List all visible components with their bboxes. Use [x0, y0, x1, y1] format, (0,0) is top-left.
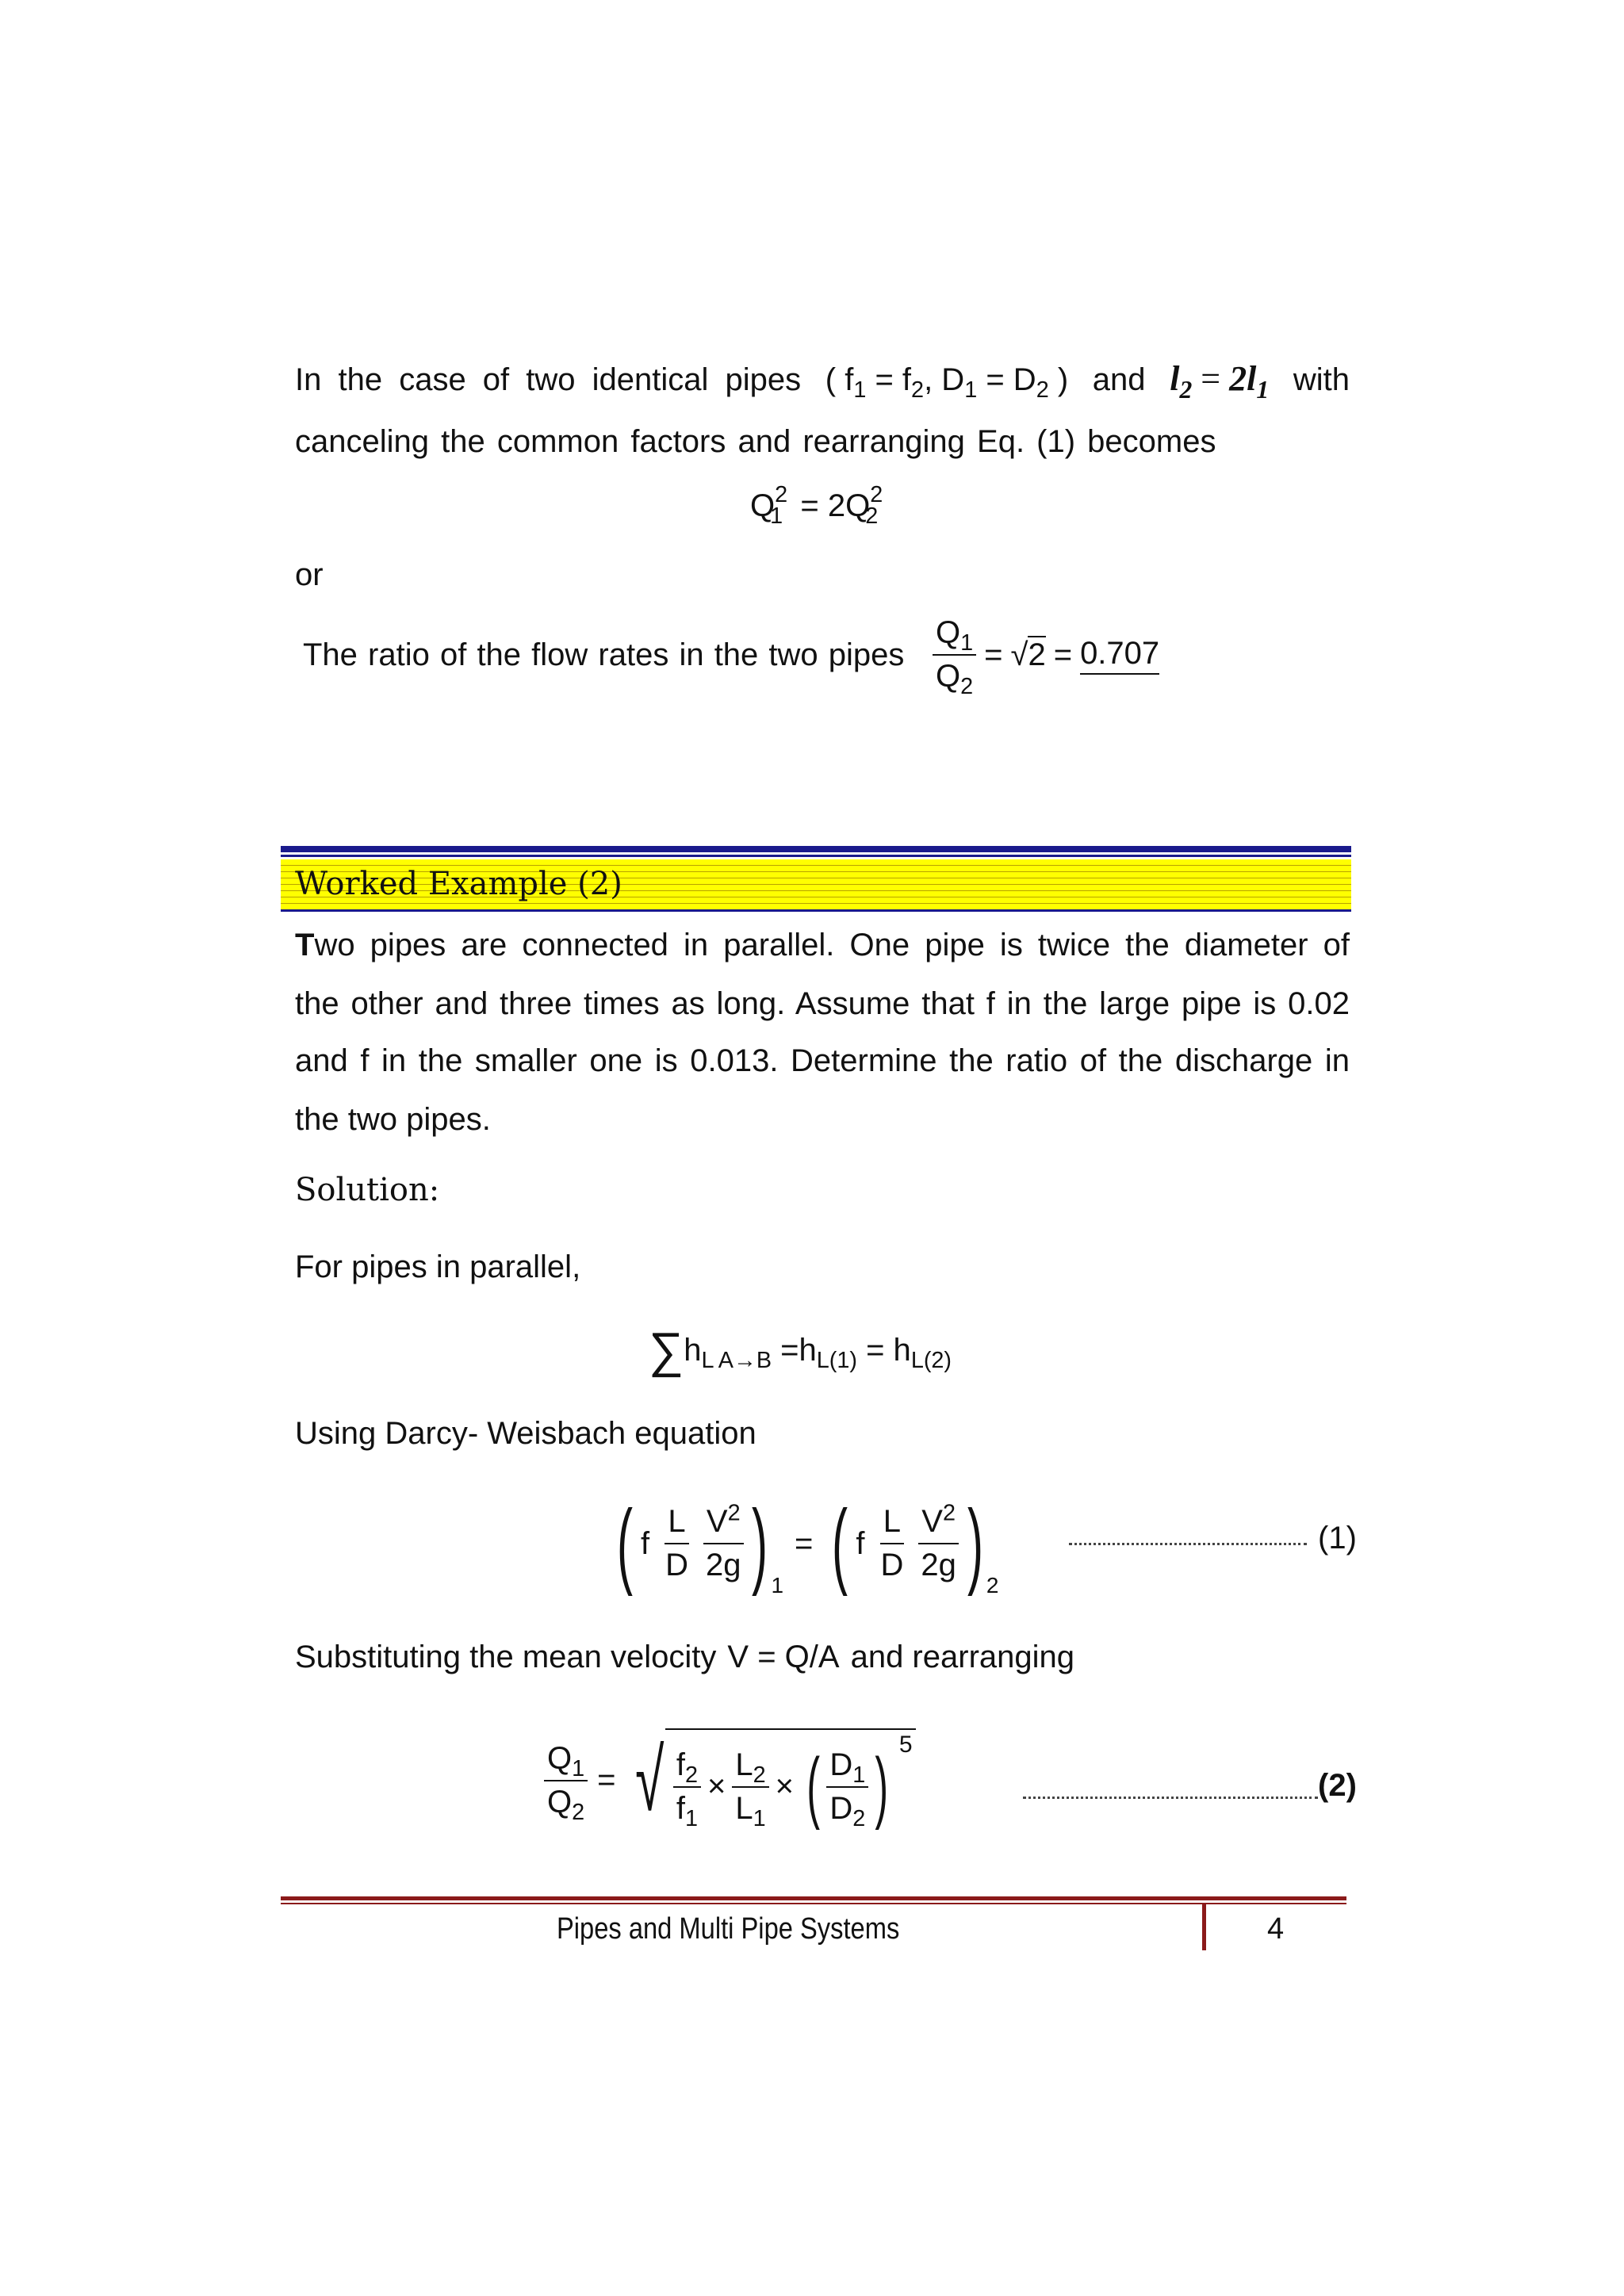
substitution-line — [295, 1641, 1074, 1673]
parallel-text: For pipes in parallel, — [295, 1249, 581, 1284]
length-equation: $l_2 = 2l_1$ — [1170, 359, 1270, 404]
problem-line-1 — [295, 929, 1350, 961]
or-text: or — [295, 557, 324, 592]
and-text: and — [1092, 362, 1146, 397]
page-number: 4 — [1267, 1912, 1285, 1946]
solution-label: Solution: — [295, 1172, 440, 1208]
darcy-text: Using Darcy- Weisbach equation — [295, 1416, 756, 1451]
banner-top-rule-thin — [281, 855, 1351, 857]
footer-rule-thin — [281, 1903, 1346, 1904]
ratio-equation: $\frac{Q_1}{Q_2}$ = √2 = 0.707 — [933, 615, 1159, 695]
condition-equation: ( $f_1 = f_2$, $D_1 = D_2$ ) — [825, 362, 1069, 403]
problem-line-2: the other and three times as long. Assume that f in the large pipe is 0.02 — [295, 986, 1350, 1021]
darcy-equation: ( f $\frac{L}{D}$ $\frac{V^2}{2g}$ ) 1 = ( f $\frac{L}{D}$ $\frac{V^2}{2g}$ ) 2 — [616, 1490, 999, 1598]
worked-example-title: Worked Example (2) — [295, 866, 622, 902]
equation-number-2: (2) — [1318, 1768, 1357, 1803]
paragraph-line-1 — [295, 359, 1350, 404]
substitution-tail: and rearranging — [850, 1640, 1074, 1674]
problem-line-3: and f in the smaller one is 0.013. Determine the ratio of the discharge in — [295, 1043, 1350, 1078]
discharge-ratio-equation: $\frac{Q_1}{Q_2}$ = √ $\frac{f_2}{f_1}$ × $\frac{L_2}{L_1}$ × ( $\frac{D_1}{D_2}$ ) 5 — [544, 1728, 916, 1832]
leader-dots-eq1 — [1069, 1543, 1307, 1545]
footer-title: Pipes and Multi Pipe Systems — [557, 1912, 900, 1946]
worked-example-banner — [281, 859, 1351, 909]
footer-divider — [1202, 1904, 1206, 1950]
footer-rule-thick — [281, 1896, 1346, 1900]
problem-line-4: the two pipes. — [295, 1102, 491, 1137]
ratio-value: 0.707 — [1080, 636, 1159, 675]
paragraph-line-2: canceling the common factors and rearranging Eq. (1) becomes — [295, 424, 1216, 459]
ratio-text: The ratio of the flow rates in the two pipes — [303, 637, 905, 672]
equation-q-squared: $Q^2_1 = 2Q^2_2$ — [750, 481, 883, 529]
leader-dots-eq2 — [1023, 1797, 1318, 1799]
head-loss-sum-equation: $\sum h_{L A\to B} =h_{L(1)} = h_{L(2)}$ — [649, 1323, 952, 1378]
problem-line-1-rest: wo pipes are connected in parallel. One pipe is twice the diameter of — [314, 928, 1350, 962]
banner-bottom-rule-thin — [281, 909, 1351, 912]
banner-top-rule — [281, 846, 1351, 852]
paragraph-text: In the case of two identical pipes — [295, 362, 802, 397]
with-text: with — [1293, 362, 1350, 397]
equation-number-1: (1) — [1318, 1521, 1357, 1556]
problem-first-letter: T — [295, 928, 315, 962]
velocity-equation: V = Q/A — [727, 1640, 840, 1674]
substitution-lead: Substituting the mean velocity — [295, 1640, 717, 1674]
